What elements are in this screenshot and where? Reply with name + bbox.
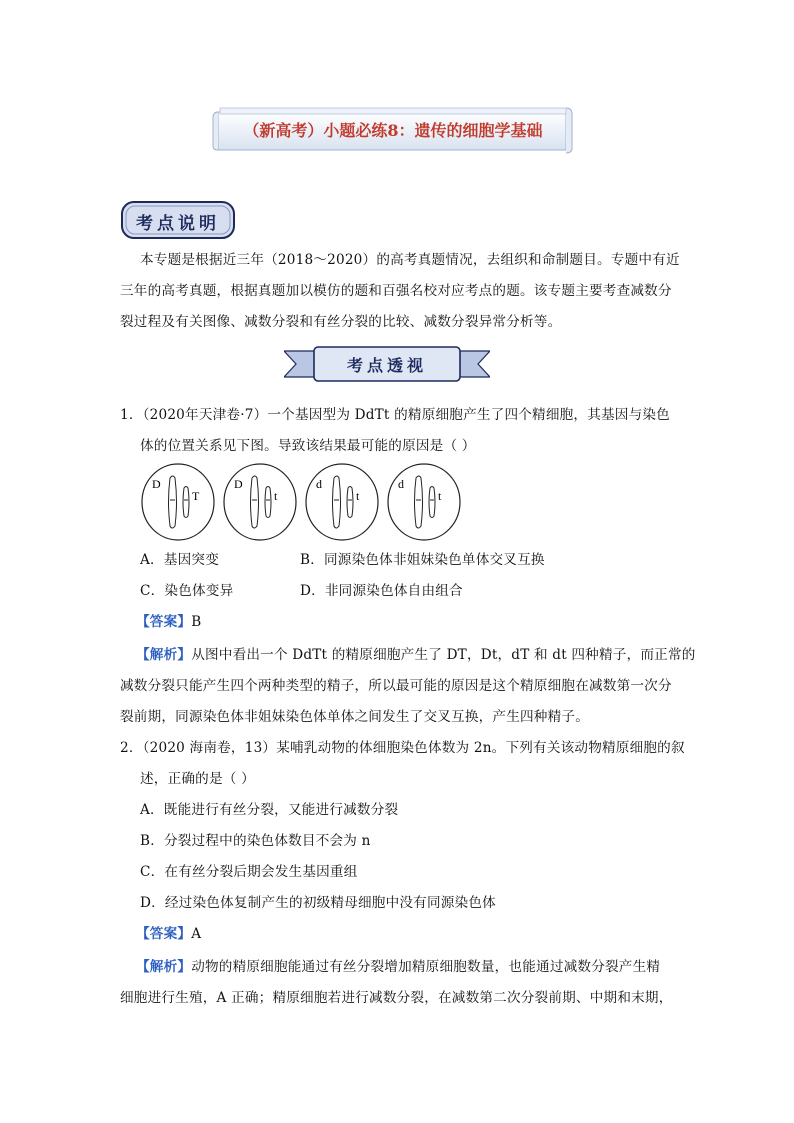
q1-option-c: C．染色体变异	[140, 583, 234, 599]
q1-option-d: D．非同源染色体自由组合	[300, 583, 463, 599]
cell-3-right-gene: t	[356, 489, 360, 503]
q2-analysis-tag: 【解析】	[136, 959, 192, 975]
cell-1-right-gene: T	[192, 489, 200, 503]
chromosome-cells-diagram	[140, 462, 466, 542]
cell-4-left-gene: d	[398, 477, 404, 491]
q1-answer-value: B	[191, 614, 202, 630]
q2-answer	[136, 924, 201, 944]
intro-line-2: 三年的高考真题，根据真题加以模仿的题和百强名校对应考点的题。该专题主要考查减数分	[120, 283, 672, 299]
cell-4	[388, 464, 460, 540]
q1-analysis-tag: 【解析】	[136, 647, 192, 663]
title-banner	[212, 104, 574, 154]
cell-1	[142, 464, 214, 540]
intro-line-3: 裂过程及有关图像、减数分裂和有丝分裂的比较、减数分裂异常分析等。	[120, 314, 562, 330]
intro-line-1: 本专题是根据近三年（2018～2020）的高考真题情况，去组织和命制题目。专题中有近	[140, 252, 680, 268]
section-ribbon-kaodian-toushi	[284, 345, 490, 383]
q1-stem-line-2: 体的位置关系见下图。导致该结果最可能的原因是（ ）	[140, 438, 476, 454]
q1-option-b: B．同源染色体非姐妹染色单体交叉互换	[300, 552, 545, 568]
cell-1-left-gene: D	[152, 477, 161, 491]
q1-cell-figure	[140, 462, 466, 542]
q2-answer-value: A	[191, 926, 202, 942]
cell-2-right-gene: t	[274, 489, 278, 503]
section-ribbon-label: 考点透视	[346, 356, 427, 375]
q1-analysis-line-3: 裂前期，同源染色体非姐妹染色体单体之间发生了交叉互换，产生四种精子。	[120, 709, 589, 725]
q2-analysis-line-2: 细胞进行生殖，A 正确；精原细胞若进行减数分裂，在减数第二次分裂前期、中期和末期，	[120, 990, 673, 1006]
q1-option-a: A．基因突变	[140, 552, 219, 568]
q2-option-a: A．既能进行有丝分裂，又能进行减数分裂	[140, 802, 399, 818]
q1-stem-line-1: 1．（2020年天津卷·7）一个基因型为 DdTt 的精原细胞产生了四个精细胞，其基因与染色	[120, 407, 670, 423]
q2-option-c: C．在有丝分裂后期会发生基因重组	[140, 864, 358, 880]
cell-2	[224, 464, 296, 540]
page-title: （新高考）小题必练8：遗传的细胞学基础	[243, 121, 543, 140]
cell-3	[306, 464, 378, 540]
cell-3-left-gene: d	[316, 477, 322, 491]
q1-answer	[136, 612, 201, 632]
q2-option-b: B．分裂过程中的染色体数目不会为 n	[140, 833, 371, 849]
q2-analysis-text-1: 动物的精原细胞能通过有丝分裂增加精原细胞数量，也能通过减数分裂产生精	[191, 959, 661, 975]
q1-analysis-text-1: 从图中看出一个 DdTt 的精原细胞产生了 DT，Dt，dT 和 dt 四种精子，而正常的	[191, 647, 696, 663]
q1-analysis-line-2: 减数分裂只能产生四个两种类型的精子，所以最可能的原因是这个精原细胞在减数第一次分	[120, 678, 672, 694]
cell-2-left-gene: D	[234, 477, 243, 491]
q2-stem-line-1: 2．（2020 海南卷，13）某哺乳动物的体细胞染色体数为 2n。下列有关该动物精原细胞的叙	[120, 740, 685, 756]
q2-stem-line-2: 述，正确的是（ ）	[140, 771, 255, 787]
section-badge-kaodian-shuoming	[120, 200, 236, 240]
q1-analysis-line-1	[136, 645, 696, 665]
section-badge-label: 考点说明	[136, 214, 220, 234]
q1-answer-tag: 【答案】	[136, 614, 192, 630]
q2-analysis-line-1	[136, 957, 660, 977]
q2-option-d: D．经过染色体复制产生的初级精母细胞中没有同源染色体	[140, 895, 496, 911]
q2-answer-tag: 【答案】	[136, 926, 192, 942]
cell-4-right-gene: t	[438, 489, 442, 503]
